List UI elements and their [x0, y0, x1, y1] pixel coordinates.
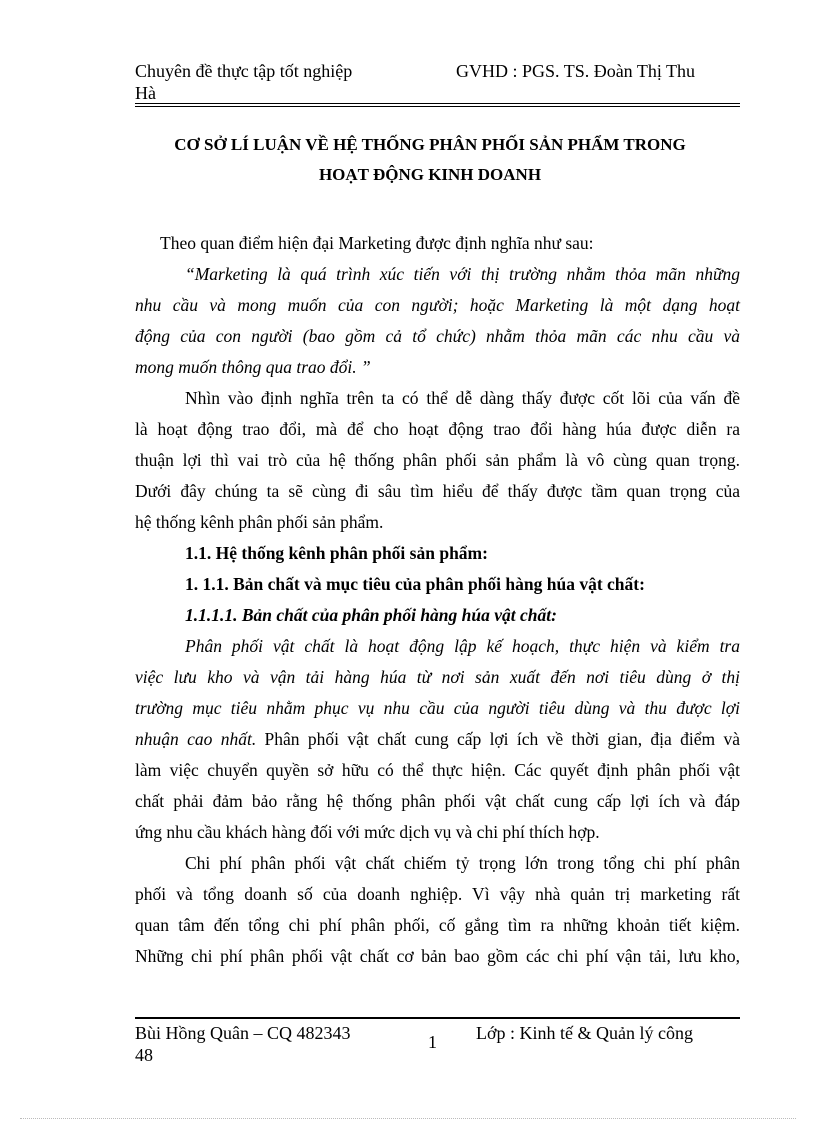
paragraph-line-mixed	[135, 724, 740, 755]
quote-line: động của con người (bao gồm cả tổ chức) nhằm thỏa mãn các nhu cầu và	[135, 326, 740, 346]
paragraph-line: là hoạt động trao đổi, mà để cho hoạt động trao đổi hàng húa được diễn ra	[135, 419, 740, 439]
paragraph-line: chất phải đảm bảo rằng hệ thống phân phối vật chất cung cấp lợi ích và đáp	[135, 791, 740, 811]
quote-line: “Marketing là quá trình xúc tiến với thị trường nhằm thỏa mãn những	[185, 264, 740, 284]
footer-rule	[135, 1017, 740, 1019]
header-rule-bottom	[135, 106, 740, 107]
footer-left	[135, 1022, 395, 1066]
page-edge-dotted-rule	[20, 1118, 796, 1119]
heading-1-1: 1.1. Hệ thống kênh phân phối sản phẩm:	[185, 543, 488, 563]
regular-run: Phân phối vật chất cung cấp lợi ích về thời gian, địa điểm và	[256, 729, 740, 749]
header-course-title: Chuyên đề thực tập tốt nghiệp	[135, 61, 353, 81]
paragraph-line: trường mục tiêu nhằm phục vụ nhu cầu của người tiêu dùng và thu được lợi	[135, 698, 740, 718]
header-rule-top	[135, 103, 740, 104]
quote-line: nhu cầu và mong muốn của con người; hoặc Marketing là một dạng hoạt	[135, 295, 740, 315]
paragraph-line: việc lưu kho và vận tải hàng húa từ nơi sản xuất đến nơi tiêu dùng ở thị	[135, 667, 740, 687]
footer-author: Bùi Hồng Quân – CQ 482343	[135, 1023, 351, 1043]
header-course-title-cont: Hà	[135, 83, 156, 103]
paragraph-line: phối và tổng doanh số của doanh nghiệp. Vì vậy nhà quản trị marketing rất	[135, 884, 740, 904]
paragraph-line: Dưới đây chúng ta sẽ cùng đi sâu tìm hiểu để thấy được tầm quan trọng của	[135, 481, 740, 501]
body-text	[135, 228, 740, 972]
paragraph-line: Những chi phí phân phối vật chất cơ bản bao gồm các chi phí vận tải, lưu kho,	[135, 946, 740, 966]
paragraph-line: ứng nhu cầu khách hàng đối với mức dịch vụ và chi phí thích hợp.	[135, 822, 600, 842]
footer-author-cont: 48	[135, 1045, 153, 1065]
header-left	[135, 60, 395, 104]
paragraph-line: Nhìn vào định nghĩa trên ta có thể dễ dàng thấy được cốt lõi của vấn đề	[185, 388, 740, 408]
heading-1-1-1-1: 1.1.1.1. Bản chất của phân phối hàng húa vật chất:	[185, 605, 557, 625]
intro-line: Theo quan điểm hiện đại Marketing được định nghĩa như sau:	[160, 233, 594, 253]
paragraph-line: thuận lợi thì vai trò của hệ thống phân phối sản phẩm là vô cùng quan trọng.	[135, 450, 740, 470]
paragraph-line: hệ thống kênh phân phối sản phẩm.	[135, 512, 384, 532]
italic-run: nhuận cao nhất.	[135, 729, 257, 749]
paragraph-line: quan tâm đến tổng chi phí phân phối, cố gắng tìm ra những khoản tiết kiệm.	[135, 915, 740, 935]
footer-class: Lớp : Kinh tế & Quản lý công	[476, 1023, 693, 1043]
paragraph-line: Phân phối vật chất là hoạt động lập kế hoạch, thực hiện và kiểm tra	[185, 636, 740, 656]
chapter-title-line-2: HOẠT ĐỘNG KINH DOANH	[318, 165, 542, 184]
heading-1-1-1: 1. 1.1. Bản chất và mục tiêu của phân phối hàng húa vật chất:	[185, 574, 645, 594]
paragraph-line: làm việc chuyển quyền sở hữu có thể thực hiện. Các quyết định phân phối vật	[135, 760, 740, 780]
chapter-title-line-1: CƠ SỞ LÍ LUẬN VỀ HỆ THỐNG PHÂN PHỐI SẢN PHẨM TRONG	[174, 135, 686, 154]
quote-line: mong muốn thông qua trao đổi. ”	[135, 357, 371, 377]
page-number: 1	[428, 1032, 437, 1052]
paragraph-line: Chi phí phân phối vật chất chiếm tỷ trọng lớn trong tổng chi phí phân	[185, 853, 740, 873]
chapter-title	[110, 130, 750, 190]
header-supervisor: GVHD : PGS. TS. Đoàn Thị Thu	[456, 61, 696, 81]
